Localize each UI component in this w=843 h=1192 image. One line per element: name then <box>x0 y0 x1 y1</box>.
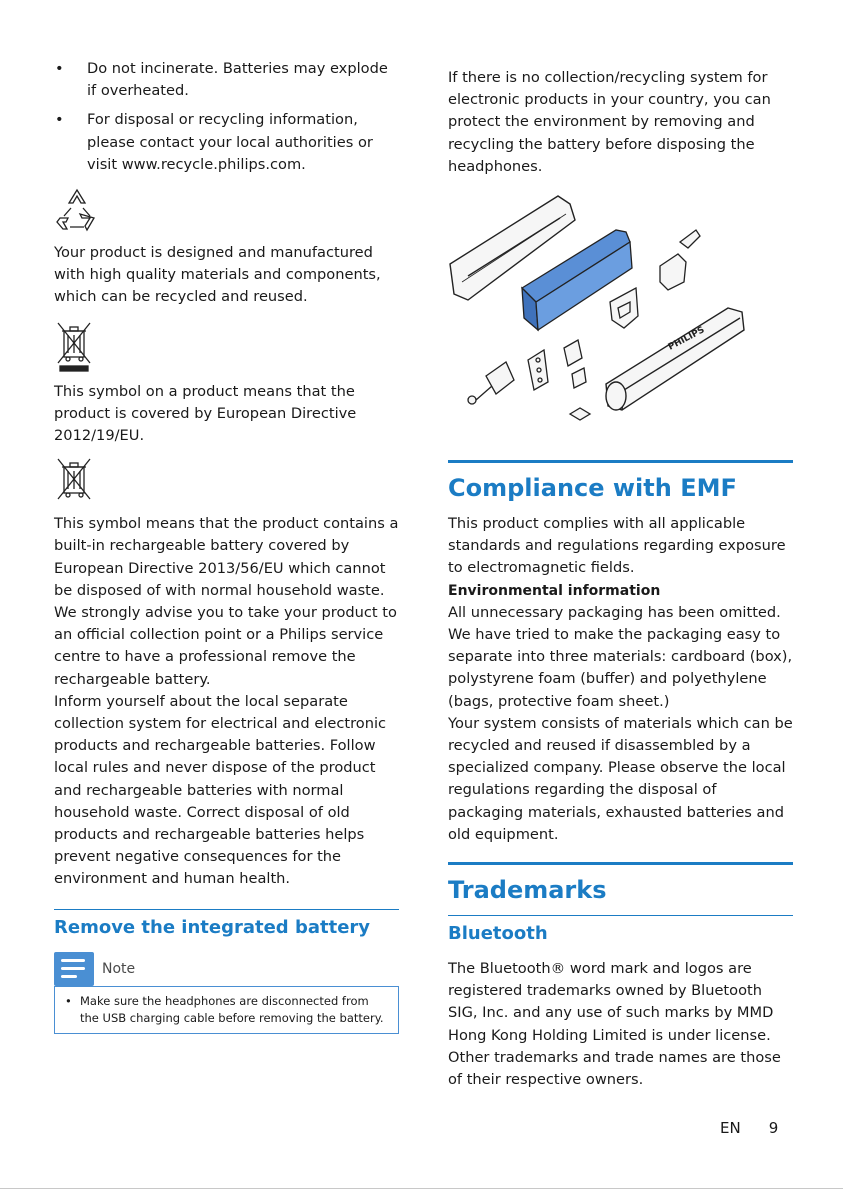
emf-text: This product complies with all applicable standards and regulations regarding exposure to electromagnetic fields. <box>448 515 786 577</box>
environmental-text: All unnecessary packaging has been omitted. We have tried to make the packaging easy to separate into three materials: cardboard (box), polystyrene foam (buffer) and polyethylene (bags, protective foam sheet.) <box>448 603 793 710</box>
battery-bin-icon <box>54 457 399 507</box>
weee-text: This symbol on a product means that the product is covered by European Directive 2012/19/EU. <box>54 382 357 445</box>
list-item: • Make sure the headphones are disconnected from the USB charging cable before removing the battery. <box>65 993 384 1025</box>
note-label: Note <box>102 960 136 977</box>
right-column <box>448 67 793 1091</box>
language-code: EN <box>720 1119 741 1137</box>
battery-removal-illustration <box>448 190 793 450</box>
battery-text-continued: Inform yourself about the local separate collection system for electrical and electronic products and rechargeable batteries. Follow local rules and never dispose of the product and rechargeable batteries with normal household waste. Correct disposal of old products and rechargeable batteries helps prevent negative consequences for the environment and human health. <box>54 692 387 888</box>
page-number: 9 <box>768 1119 779 1137</box>
bluetooth-heading: Bluetooth <box>448 915 793 946</box>
note-header <box>54 952 399 986</box>
remove-battery-heading: Remove the integrated battery <box>54 909 399 940</box>
safety-bullets <box>54 58 399 176</box>
intro-text: If there is no collection/recycling system for electronic products in your country, you can protect the environment by removing and recycling the battery before disposing the headphones. <box>448 69 771 175</box>
philips-brand-label: PHILIPS <box>666 325 707 353</box>
trademarks-heading: Trademarks <box>448 862 793 905</box>
weee-bin-icon <box>54 319 399 375</box>
environmental-text-continued: Your system consists of materials which can be recycled and reused if disassembled by a specialized company. Please observe the local regulations regarding the disposal of packaging materials, exhausted batteries and old equipment. <box>448 714 793 843</box>
environmental-subheading: Environmental information <box>448 582 661 599</box>
battery-text: This symbol means that the product contains a built-in rechargeable battery covered by European Directive 2013/56/EU which cannot be disposed of with normal household waste. We strongly advise you to take your product to an official collection point or a Philips service centre to have a professional remove the rechargeable battery. <box>54 515 399 688</box>
page-footer <box>720 1119 778 1137</box>
note-body <box>54 986 399 1034</box>
bluetooth-text: The Bluetooth® word mark and logos are registered trademarks owned by Bluetooth SIG, Inc. and any use of such marks by MMD Hong Kong Holding Limited is under license. Other trademarks and trade names are those of their respective owners. <box>448 960 781 1089</box>
note-box <box>54 952 399 1034</box>
emf-heading: Compliance with EMF <box>448 460 793 503</box>
list-item: • Do not incinerate. Batteries may explode if overheated. <box>55 60 388 100</box>
note-icon <box>54 952 94 986</box>
list-item: • For disposal or recycling information, please contact your local authorities or visit www.recycle.philips.com. <box>55 111 373 173</box>
recycle-icon <box>54 186 399 236</box>
left-column <box>54 58 399 1034</box>
page-bottom-rule <box>0 1188 843 1189</box>
recycle-text: Your product is designed and manufactured with high quality materials and components, which can be recycled and reused. <box>54 244 381 306</box>
